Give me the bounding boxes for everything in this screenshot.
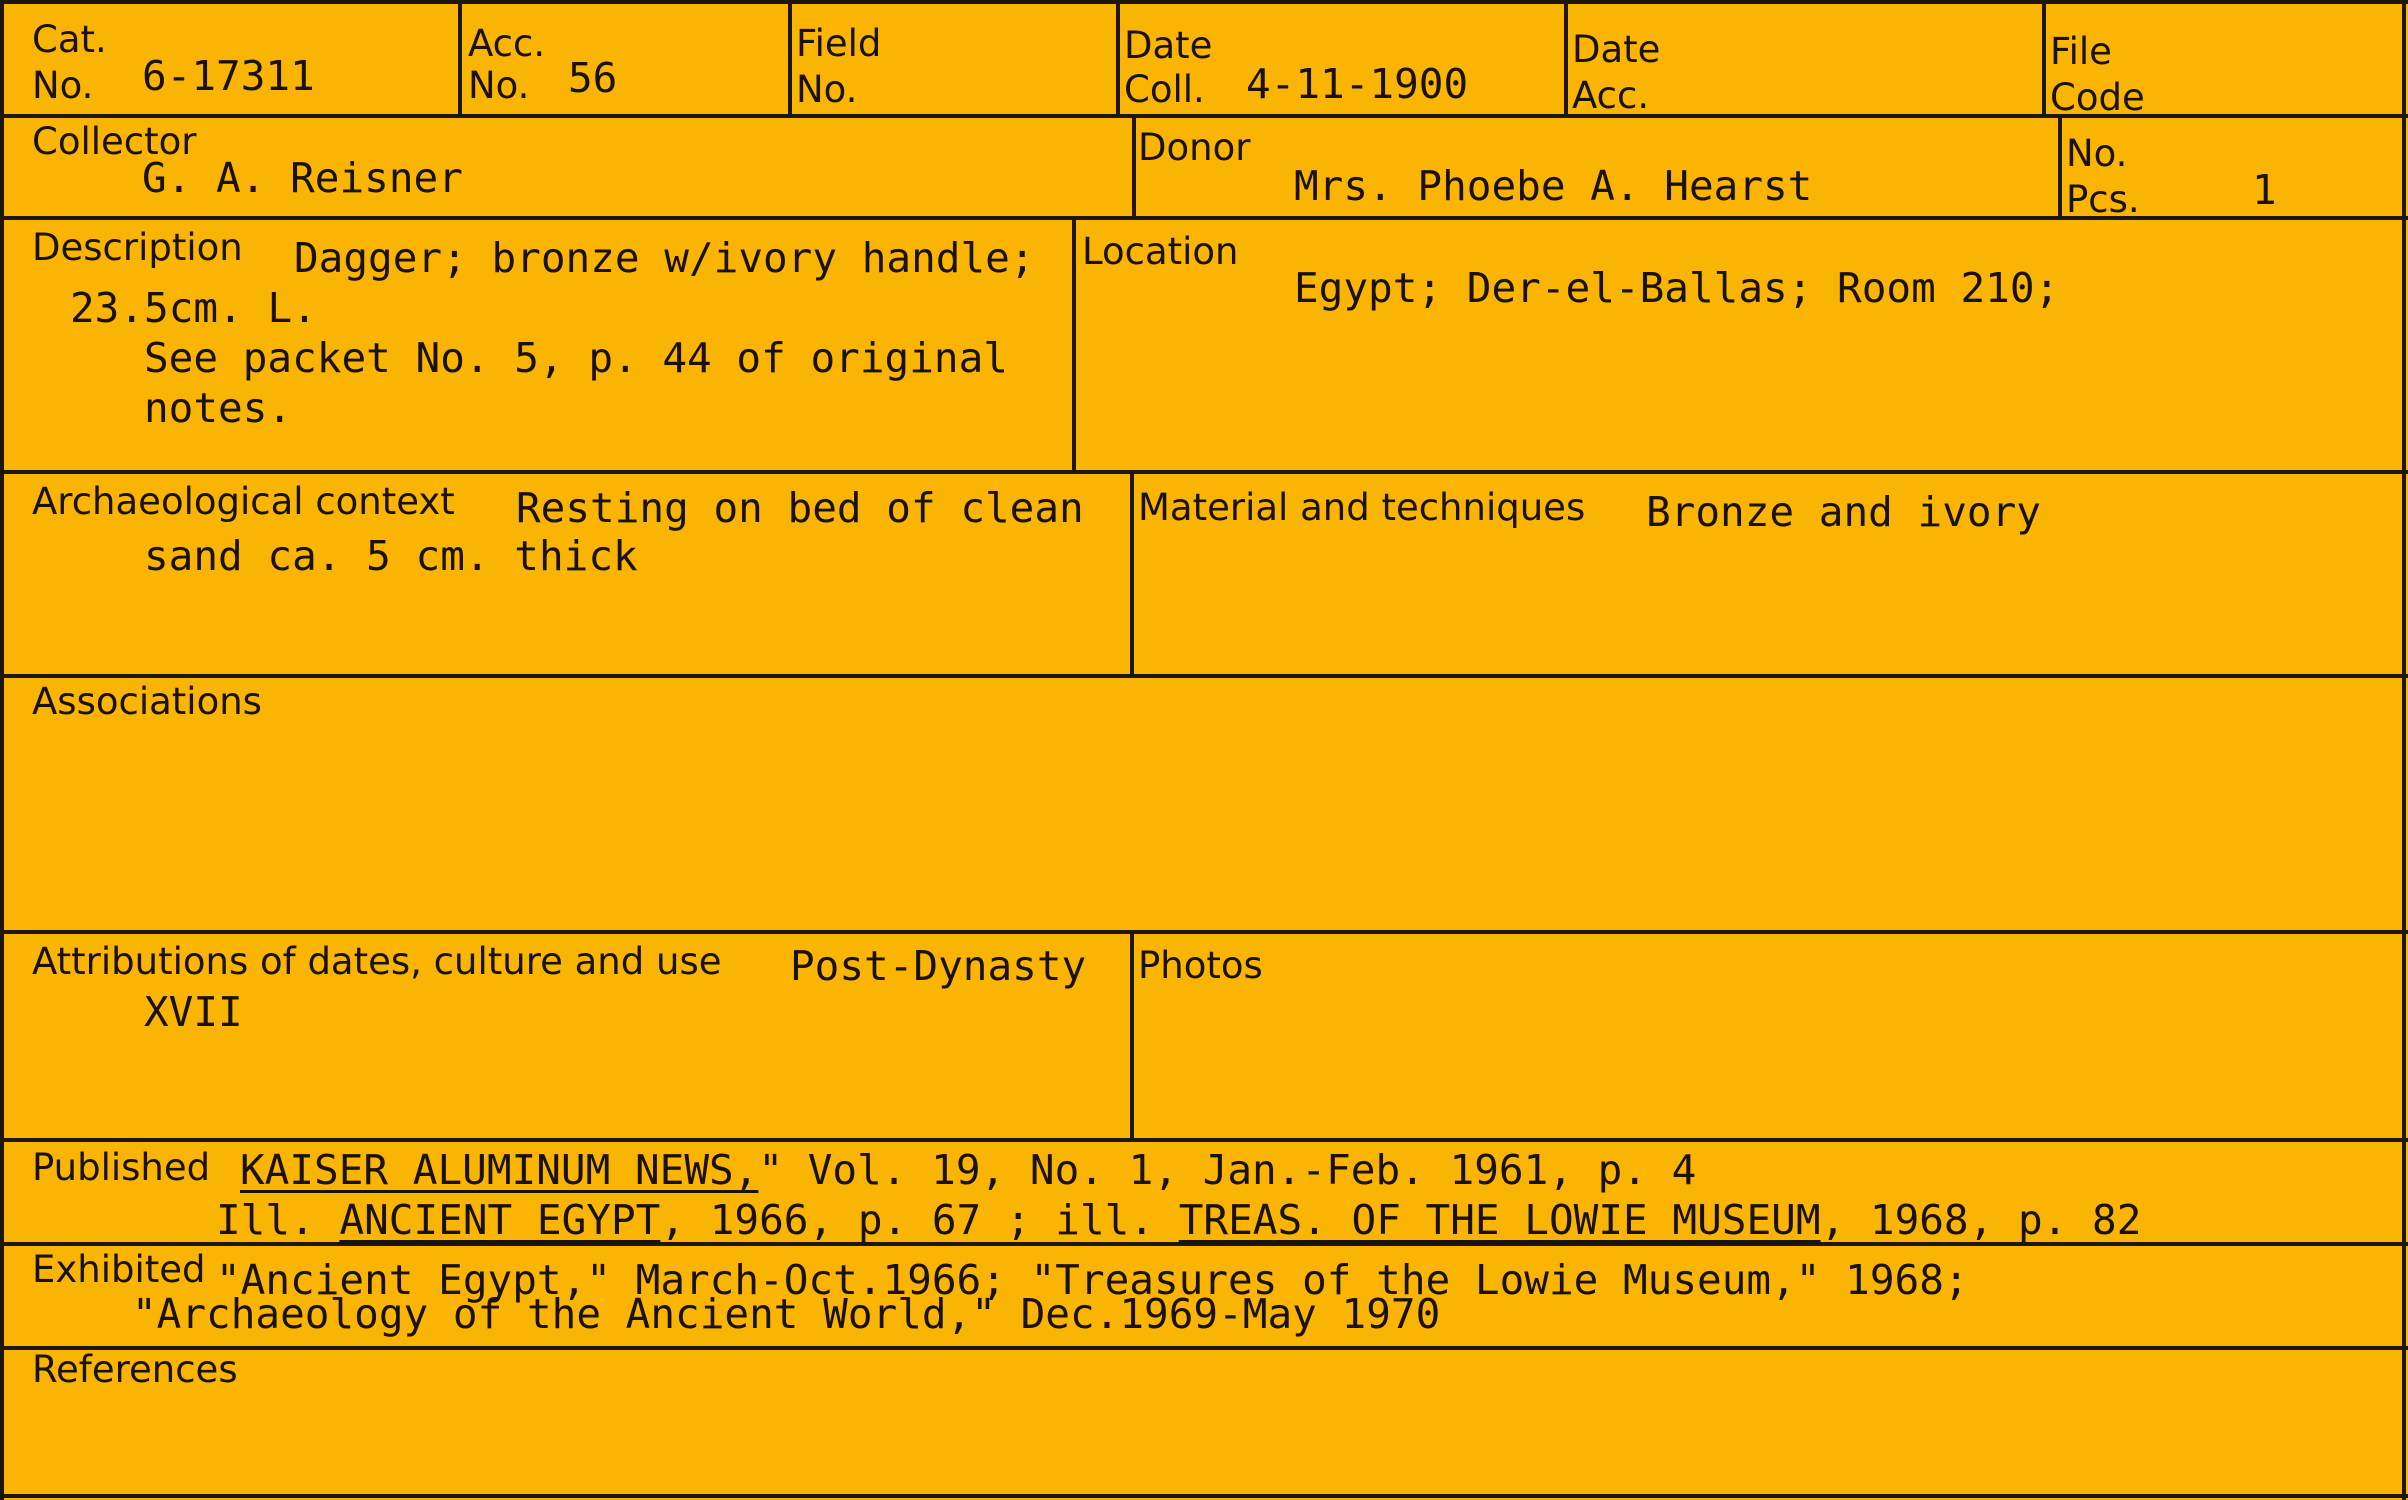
rule-col-file — [2042, 0, 2046, 116]
rule-col-pcs — [2058, 116, 2062, 218]
published-title-2: ANCIENT EGYPT — [339, 1196, 661, 1244]
arch-context-line-2: sand ca. 5 cm. thick — [144, 532, 638, 580]
date-coll-value: 4-11-1900 — [1246, 60, 1469, 108]
rule-row3 — [0, 470, 2408, 474]
rule-col-location — [1072, 218, 1076, 472]
published-title-3: TREAS. OF THE LOWIE MUSEUM — [1178, 1196, 1821, 1244]
rule-row4 — [0, 674, 2408, 678]
rule-row1 — [0, 114, 2408, 118]
arch-context-line-1: Resting on bed of clean — [516, 484, 1084, 532]
rule-row5 — [0, 930, 2408, 934]
rule-top — [0, 0, 2408, 4]
associations-label: Associations — [32, 680, 262, 723]
rule-row6 — [0, 1138, 2408, 1142]
rule-right — [2402, 0, 2406, 1500]
date-coll-label: Date — [1124, 24, 1213, 67]
rule-col-material — [1130, 472, 1134, 676]
rule-col-field — [788, 0, 792, 116]
published-ill-1: Ill. — [216, 1196, 315, 1244]
rule-left — [0, 0, 4, 1500]
cat-no-value: 6-17311 — [142, 52, 315, 100]
material-label: Material and techniques — [1138, 486, 1586, 529]
pcs-value: 1 — [2252, 166, 2277, 214]
donor-label: Donor — [1138, 126, 1251, 169]
file-label: File — [2050, 30, 2112, 73]
collector-label: Collector — [32, 120, 197, 163]
cat-no-label: No. — [32, 64, 94, 107]
cat-label: Cat. — [32, 18, 107, 61]
acc-label: Acc. — [468, 22, 546, 65]
exhibited-label: Exhibited — [32, 1248, 206, 1291]
date-acc-label: Date — [1572, 28, 1661, 71]
attributions-label: Attributions of dates, culture and use — [32, 940, 722, 983]
rule-col-datecoll — [1116, 0, 1120, 116]
collector-value: G. A. Reisner — [142, 154, 463, 202]
coll-label: Coll. — [1124, 68, 1205, 111]
rule-bottom — [0, 1494, 2408, 1498]
rule-col-acc — [458, 0, 462, 116]
description-label: Description — [32, 226, 243, 269]
description-line-2: 23.5cm. L. — [70, 284, 317, 332]
description-line-3: See packet No. 5, p. 44 of original — [144, 334, 1008, 382]
code-label: Code — [2050, 76, 2145, 119]
published-details-2: , 1966, p. 67 ; ill. — [660, 1196, 1155, 1244]
material-value: Bronze and ivory — [1646, 488, 2041, 536]
rule-row8 — [0, 1346, 2408, 1350]
rule-col-donor — [1132, 116, 1136, 218]
exhibited-line-1: "Ancient Egypt," March-Oct.1966; "Treasures of the Lowie Museum," 1968; — [216, 1256, 1969, 1304]
arch-context-label: Archaeological context — [32, 480, 455, 523]
attributions-line-1: Post-Dynasty — [790, 942, 1087, 990]
no-label: No. — [2066, 132, 2128, 175]
published-details-3: , 1968, p. 82 — [1820, 1196, 2142, 1244]
acc-no-label: No. — [468, 64, 530, 107]
pcs-label: Pcs. — [2066, 178, 2140, 221]
rule-row2 — [0, 216, 2408, 220]
rule-col-dateacc — [1564, 0, 1568, 116]
acc2-label: Acc. — [1572, 74, 1650, 117]
photos-label: Photos — [1138, 944, 1263, 987]
field-label: Field — [796, 22, 882, 65]
donor-value: Mrs. Phoebe A. Hearst — [1294, 162, 1813, 210]
location-value: Egypt; Der-el-Ballas; Room 210; — [1294, 264, 2060, 312]
attributions-line-2: XVII — [144, 988, 243, 1036]
published-line-2 — [216, 1196, 2141, 1244]
location-label: Location — [1082, 230, 1239, 273]
rule-col-photos — [1130, 932, 1134, 1140]
references-label: References — [32, 1348, 238, 1391]
exhibited-line-2: "Archaeology of the Ancient World," Dec.1969-May 1970 — [132, 1290, 1441, 1338]
description-line-4: notes. — [144, 384, 293, 432]
published-details-1: " Vol. 19, No. 1, Jan.-Feb. 1961, p. 4 — [758, 1146, 1697, 1194]
published-label: Published — [32, 1146, 211, 1189]
published-line-1 — [240, 1146, 1696, 1194]
description-line-1: Dagger; bronze w/ivory handle; — [294, 234, 1035, 282]
acc-no-value: 56 — [568, 54, 618, 102]
field-no-label: No. — [796, 68, 858, 111]
published-title-1: KAISER ALUMINUM NEWS, — [240, 1146, 759, 1194]
